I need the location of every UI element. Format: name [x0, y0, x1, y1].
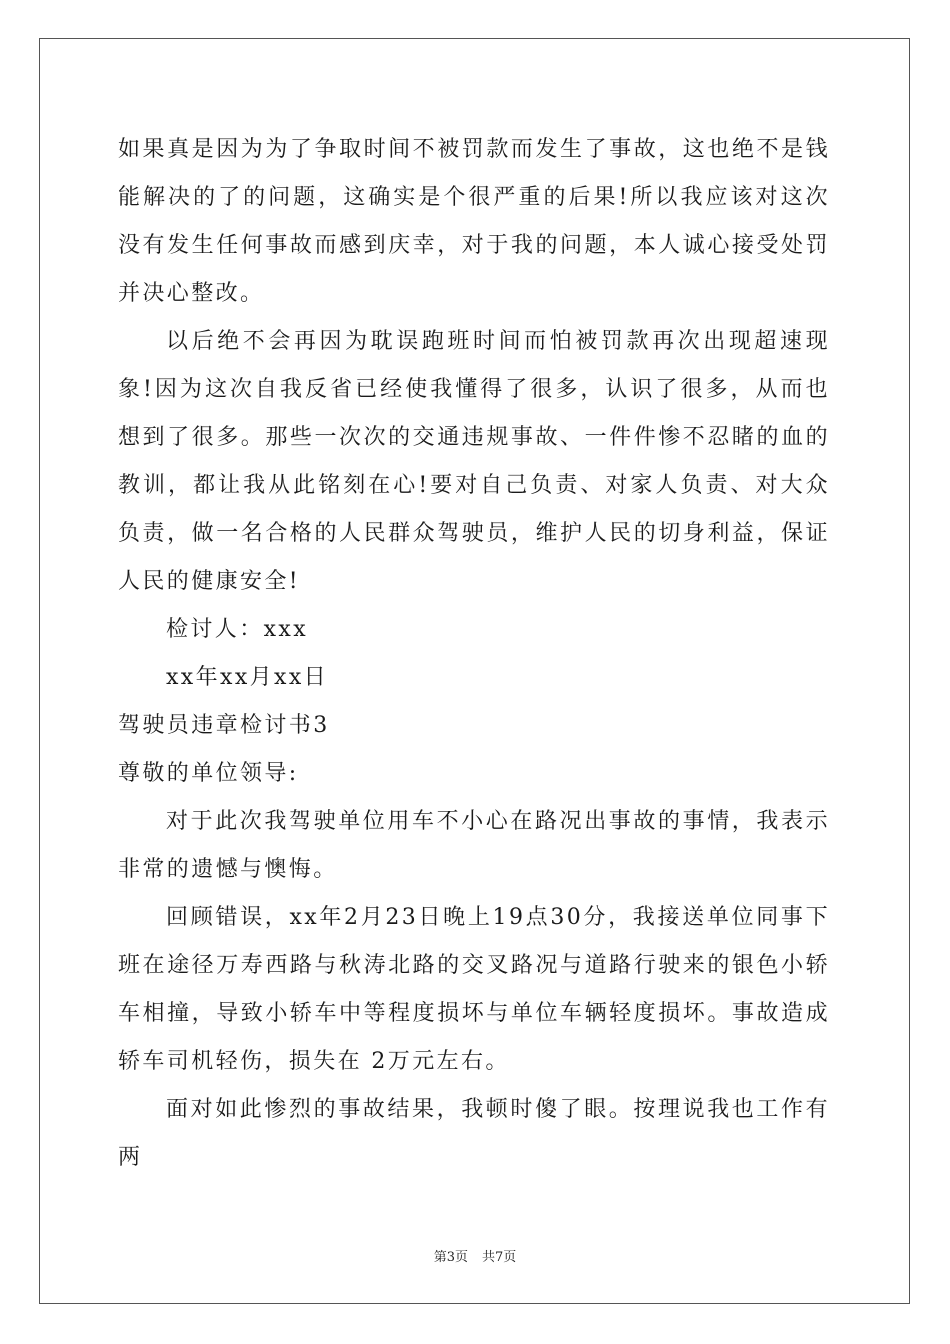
page-footer [0, 1246, 950, 1265]
page-total: 共7页 [482, 1250, 517, 1265]
document-body [118, 126, 830, 1182]
page-number: 第3页 [433, 1250, 468, 1265]
paragraph-4: 回顾错误，xx年2月23日晚上19点30分，我接送单位同事下班在途径万寿西路与秋涛北路的交叉路况与道路行驶来的银色小轿车相撞，导致小轿车中等程度损坏与单位车辆轻度损坏。事故造成轿车司机轻伤，损失在 2万元左右。 [118, 905, 830, 1074]
paragraph-1: 如果真是因为为了争取时间不被罚款而发生了事故，这也绝不是钱能解决的了的问题，这确实是个很严重的后果!所以我应该对这次没有发生任何事故而感到庆幸，对于我的问题，本人诚心接受处罚并决心整改。 [118, 137, 830, 306]
paragraph-3: 对于此次我驾驶单位用车不小心在路况出事故的事情，我表示非常的遗憾与懊悔。 [118, 809, 830, 882]
date-line: xx年xx月xx日 [166, 665, 329, 690]
section-title: 驾驶员违章检讨书3 [118, 713, 330, 738]
reviewer-line: 检讨人：xxx [166, 617, 309, 642]
paragraph-5: 面对如此惨烈的事故结果，我顿时傻了眼。按理说我也工作有两 [118, 1097, 830, 1170]
salutation: 尊敬的单位领导: [118, 761, 299, 786]
paragraph-2: 以后绝不会再因为耽误跑班时间而怕被罚款再次出现超速现象!因为这次自我反省已经使我懂得了很多，认识了很多，从而也想到了很多。那些一次次的交通违规事故、一件件惨不忍睹的血的教训，都让我从此铭刻在心!要对自己负责、对家人负责、对大众负责，做一名合格的人民群众驾驶员，维护人民的切身利益，保证人民的健康安全! [118, 329, 830, 594]
